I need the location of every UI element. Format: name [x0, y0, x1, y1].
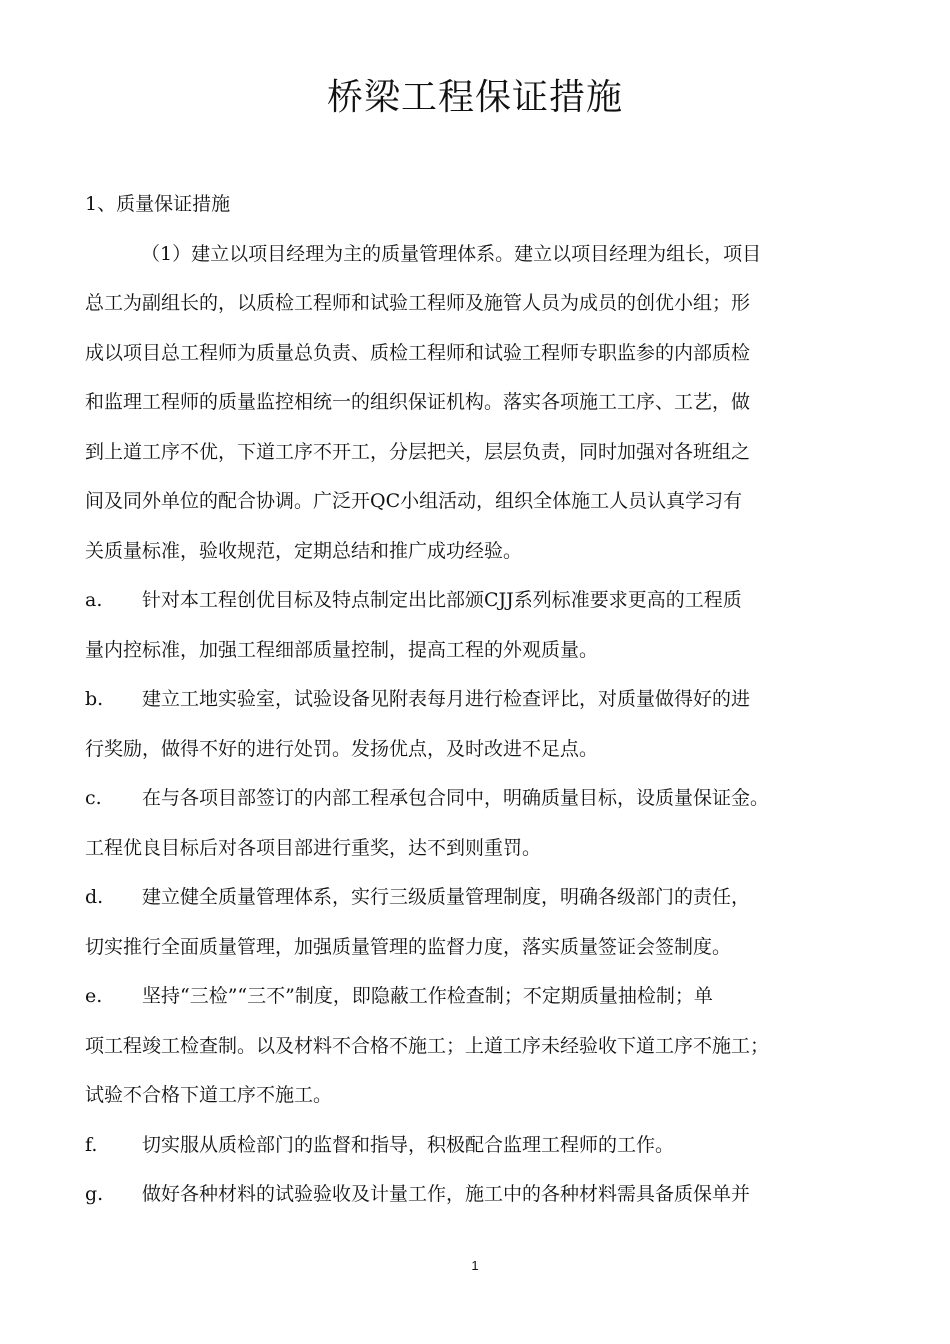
line-text: 到上道工序不优，下道工序不开工，分层把关，层层负责，同时加强对各班组之 — [85, 440, 751, 463]
line-text: 间及同外单位的配合协调。广泛开QC小组活动，组织全体施工人员认真学习有 — [85, 490, 743, 512]
line-text: 试验不合格下道工序不施工。 — [85, 1084, 333, 1106]
line-text: 行奖励，做得不好的进行处罚。发扬优点，及时改进不足点。 — [85, 737, 599, 760]
page-number: 1 — [471, 1258, 479, 1273]
text-line — [85, 378, 875, 428]
list-marker: c. — [85, 787, 102, 809]
text-line — [85, 1170, 875, 1220]
line-text: 坚持“三检”“三不”制度，即隐蔽工作检查制；不定期质量抽检制；单 — [142, 985, 713, 1007]
text-line — [85, 873, 875, 923]
list-marker: e. — [85, 985, 103, 1007]
line-text: 切实推行全面质量管理，加强质量管理的监督力度，落实质量签证会签制度。 — [85, 935, 732, 958]
text-line — [85, 576, 875, 626]
text-line — [85, 527, 875, 577]
line-text: 和监理工程师的质量监控相统一的组织保证机构。落实各项施工工序、工艺，做 — [85, 391, 751, 413]
list-marker: g. — [85, 1183, 104, 1205]
line-text: 量内控标准，加强工程细部质量控制，提高工程的外观质量。 — [85, 638, 599, 661]
line-text: 切实服从质检部门的监督和指导，积极配合监理工程师的工作。 — [142, 1133, 675, 1156]
text-line — [85, 626, 875, 676]
line-text: 针对本工程创优目标及特点制定出比部颁CJJ系列标准要求更高的工程质 — [142, 589, 742, 611]
line-text: 成以项目总工程师为质量总负责、质检工程师和试验工程师专职监参的内部质检 — [85, 341, 751, 364]
line-text: 总工为副组长的，以质检工程师和试验工程师及施管人员为成员的创优小组；形 — [85, 292, 751, 314]
line-text: 建立健全质量管理体系，实行三级质量管理制度，明确各级部门的责任， — [142, 886, 751, 908]
text-line — [85, 477, 875, 527]
document-body — [85, 180, 875, 1220]
text-line — [85, 230, 875, 280]
line-text: 项工程竣工检查制。以及材料不合格不施工；上道工序未经验收下道工序不施工； — [85, 1034, 770, 1057]
text-line — [85, 725, 875, 775]
text-line — [85, 972, 875, 1022]
line-text: 工程优良目标后对各项目部进行重奖，达不到则重罚。 — [85, 836, 542, 859]
text-line — [85, 1071, 875, 1121]
text-line — [85, 279, 875, 329]
list-marker: f. — [85, 1133, 98, 1156]
line-text: 关质量标准，验收规范，定期总结和推广成功经验。 — [85, 539, 523, 562]
text-line — [85, 824, 875, 874]
list-marker: d. — [85, 886, 104, 908]
text-line — [85, 1121, 875, 1171]
text-line — [85, 923, 875, 973]
line-text: 建立工地实验室，试验设备见附表每月进行检查评比，对质量做得好的进 — [142, 688, 751, 710]
document-title: 桥梁工程保证措施 — [326, 77, 623, 118]
line-text: 做好各种材料的试验验收及计量工作，施工中的各种材料需具备质保单并 — [142, 1183, 751, 1205]
text-line — [85, 428, 875, 478]
line-text: 1、质量保证措施 — [85, 193, 231, 215]
line-text: （1）建立以项目经理为主的质量管理体系。建立以项目经理为组长，项目 — [141, 242, 762, 265]
text-line — [85, 180, 875, 230]
text-line — [85, 1022, 875, 1072]
list-marker: a. — [85, 589, 103, 611]
line-text: 在与各项目部签订的内部工程承包合同中，明确质量目标，设质量保证金。 — [142, 787, 770, 809]
text-line — [85, 329, 875, 379]
text-line — [85, 774, 875, 824]
list-marker: b. — [85, 688, 104, 710]
text-line — [85, 675, 875, 725]
